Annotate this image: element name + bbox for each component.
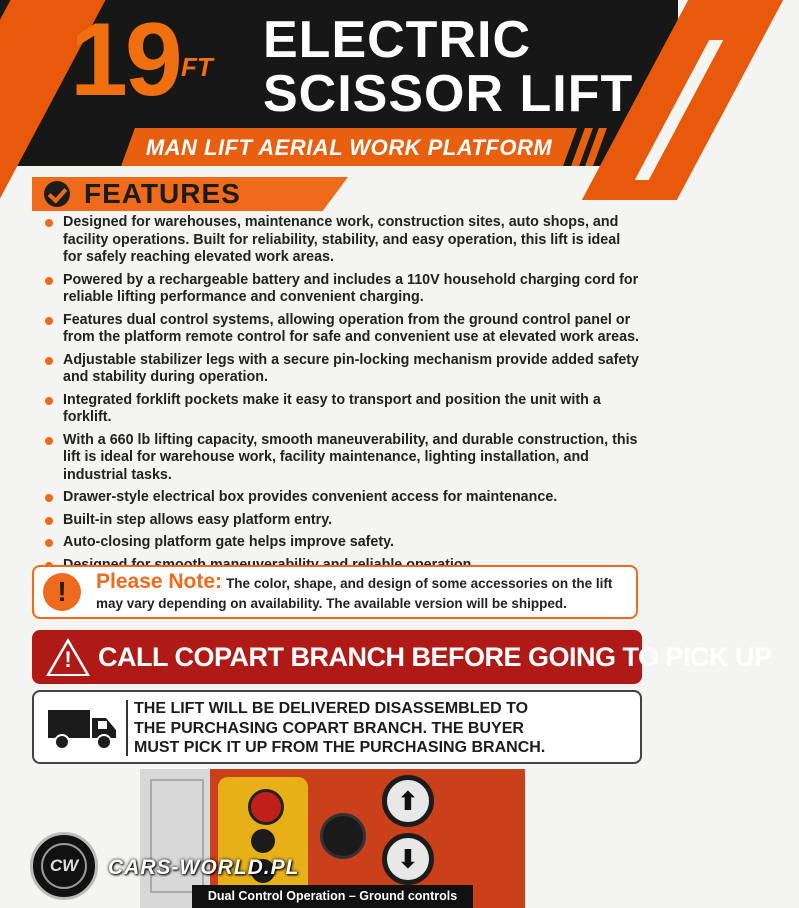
truck-icon [46,706,120,752]
key-switch [320,813,366,859]
features-heading: FEATURES [84,178,241,209]
feature-item: Powered by a rechargeable battery and includes a 110V household charging cord for reliable lifting performance and convenient charging. [38,272,642,307]
arrow-down-icon: ⬇ [382,833,434,885]
title-line-1: ELECTRIC [263,11,531,69]
note-label: Please Note: [96,570,223,593]
arrow-up-icon: ⬆ [382,775,434,827]
title-line-2: SCISSOR LIFT [263,65,634,123]
pendant-button [251,829,275,853]
delivery-divider [126,700,128,756]
delivery-text: THE LIFT WILL BE DELIVERED DISASSEMBLED TO THE PURCHASING COPART BRANCH. THE BUYER MUST PICK IT UP FROM THE PURCHASING BRANCH. [134,700,546,756]
watermark-text: CARS-WORLD.PL [108,856,300,879]
note-text: The color, shape, and design of some accessories on the lift may vary depending on availability. The available version will be shipped. [96,576,613,611]
feature-item: Features dual control systems, allowing operation from the ground control panel or from the platform remote control for safe and convenient use at elevated work areas. [38,312,642,347]
header [0,0,678,166]
cars-world-logo [30,832,98,900]
delivery-box [32,690,642,764]
note-box [32,565,638,619]
feature-item: Integrated forklift pockets make it easy to transport and position the unit with a forklift. [38,392,642,427]
call-branch-banner [32,630,772,684]
feature-item: With a 660 lb lifting capacity, smooth maneuverability, and durable construction, this lift is ideal for warehouse work, facility maintenance, lighting installation, and industrial tasks. [38,432,642,485]
photo-caption: Dual Control Operation – Ground controls [192,885,473,908]
call-branch-text: CALL COPART BRANCH BEFORE GOING TO PICK UP [98,642,772,672]
exclamation-circle-icon: ! [43,573,81,611]
warning-mark: ! [64,647,72,672]
size-number: 19 [70,2,180,118]
product-photo [140,769,525,908]
subtitle: MAN LIFT AERIAL WORK PLATFORM [145,135,553,160]
feature-item: Built-in step allows easy platform entry. [38,512,642,530]
features-list [38,214,642,579]
logo-monogram: CW [41,843,87,889]
size-unit: FT [181,52,213,82]
feature-item: Designed for warehouses, maintenance work, construction sites, auto shops, and facility operations. Built for reliability, stability, and easy operation, this lift is ideal for safely reaching elevated work areas. [38,214,642,267]
feature-item: Auto-closing platform gate helps improve safety. [38,534,642,552]
feature-item: Drawer-style electrical box provides convenient access for maintenance. [38,489,642,507]
check-circle-icon [44,181,70,207]
emergency-stop-button [248,789,284,825]
note-text-block [96,572,636,614]
feature-item: Adjustable stabilizer legs with a secure pin-locking mechanism provide added safety and stability during operation. [38,352,642,387]
